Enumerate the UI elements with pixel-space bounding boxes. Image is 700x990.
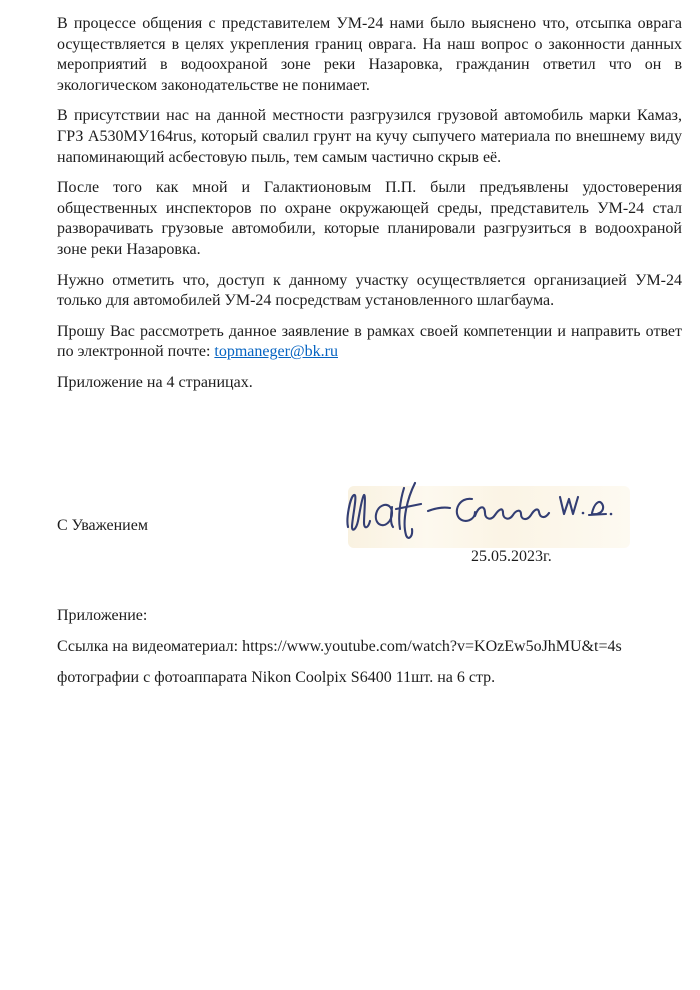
attachments-title: Приложение: xyxy=(57,607,148,624)
paragraph-access-note: Нужно отметить что, доступ к данному участку осуществляется организацией УМ-24 только для автомобилей УМ-24 посредствам установленного шлагбаума. xyxy=(57,271,682,310)
paragraph-truck-unloading: В присутствии нас на данной местности разгрузился грузовой автомобиль марки Камаз, ГРЗ А530МУ164rus, который свалил грунт на кучу сыпучего материала по внешнему виду напоминающий асбестовую пыль, тем самым частично скрыв её. xyxy=(57,107,682,166)
video-link-label: Ссылка на видеоматериал: xyxy=(57,638,243,655)
email-link[interactable]: topmaneger@bk.ru xyxy=(214,343,338,361)
letter-body xyxy=(57,14,682,394)
closing-date: 25.05.2023г. xyxy=(471,548,552,565)
attachments-photos-line: фотографии с фотоаппарата Nikon Coolpix S6400 11шт. на 6 стр. xyxy=(57,669,496,686)
handwritten-signature xyxy=(340,479,635,551)
paragraph-conversation: В процессе общения с представителем УМ-24 нами было выяснено что, отсыпка оврага осуществляется в целях укрепления границ оврага. На наш вопрос о законности данных мероприятий в водоохраной зоне реки Назаровка, гражданин ответил что он в экологическом законодательстве не понимает. xyxy=(57,15,682,94)
video-url: https://www.youtube.com/watch?v=KOzEw5oJhMU&t=4s xyxy=(242,638,622,655)
attachments-video-line xyxy=(57,637,622,658)
attachment-note: Приложение на 4 страницах. xyxy=(57,373,253,391)
closing-regards: С Уважением xyxy=(57,517,148,534)
paragraph-inspector-ids: После того как мной и Галактионовым П.П. были предъявлены удостоверения общественных инспекторов по охране окружающей среды, представитель УМ-24 стал разворачивать грузовые автомобили, которые планировали разгрузиться в водоохраной зоне реки Назаровка. xyxy=(57,179,682,258)
paragraph-request xyxy=(57,322,682,363)
request-text: Прошу Вас рассмотреть данное заявление в рамках своей компетенции и направить ответ по электронной почте: xyxy=(57,322,682,361)
